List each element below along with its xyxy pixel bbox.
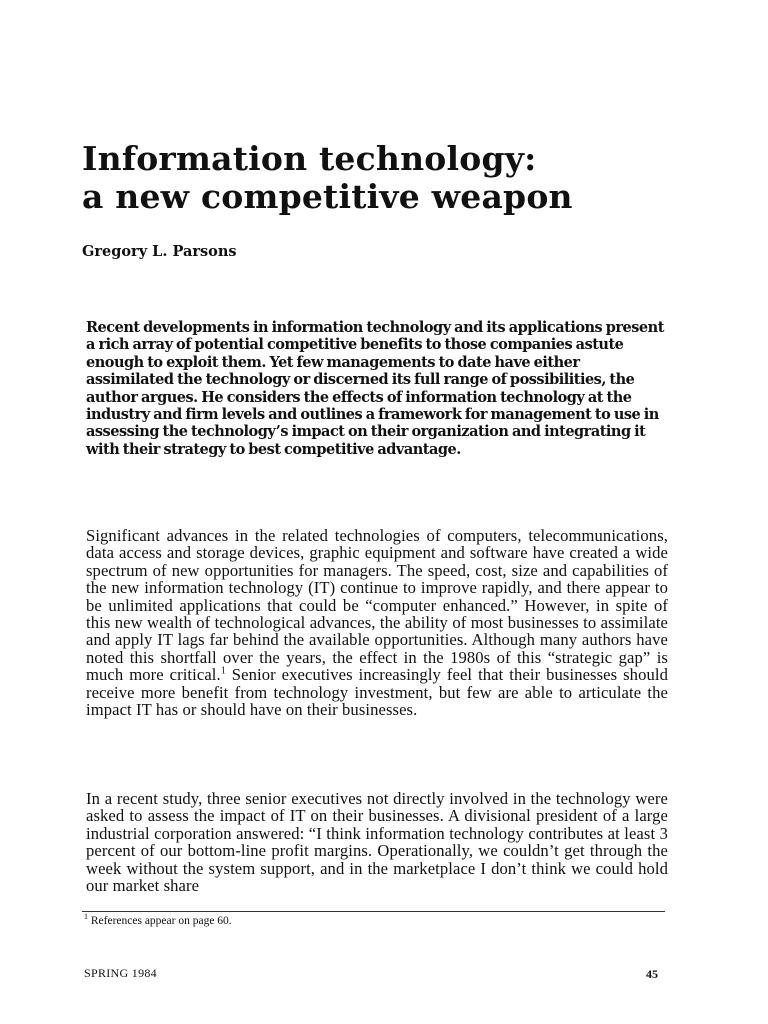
body-paragraph-1 bbox=[86, 527, 668, 718]
body-paragraph-2: In a recent study, three senior executives not directly involved in the technology were asked to assess the impact of IT on their businesses. A divisional president of a large industrial corporation answered: “I think information technology contributes at least 3 percent of our bottom-line profit margins. Operationally, we couldn’t get through the week without the system support, and in the marketplace I don’t think we could hold our market share bbox=[86, 789, 668, 896]
page-number: 45 bbox=[646, 967, 658, 981]
footnote bbox=[84, 914, 232, 928]
article-title bbox=[82, 140, 682, 216]
footnote-rule bbox=[82, 911, 665, 912]
body-paragraph-1-text-a: Significant advances in the related technologies of computers, telecommunications, data access and storage devices, graphic equipment and software have created a wide spectrum of new opportunities for managers. The speed, cost, size and capabilities of the new information technology (IT) continue to improve rapidly, and there appear to be unlimited applications that could be “computer enhanced.” However, in spite of this new wealth of technological advances, the ability of most businesses to assimilate and apply IT lags far behind the available opportunities. Although many authors have noted this shortfall over the years, the effect in the 1980s of this “strategic gap” is much more critical. bbox=[86, 526, 668, 685]
footnote-marker: 1 bbox=[84, 912, 88, 922]
abstract: Recent developments in information technology and its applications present a rich array of potential competitive benefits to those companies astute enough to exploit them. Yet few managements to date have either assimilated the technology or discerned its full range of possibilities, the author argues. He considers the effects of information technology at the industry and firm levels and outlines a framework for management to use in assessing the technology’s impact on their organization and integrating it with their strategy to best competitive advantage. bbox=[86, 319, 664, 458]
footnote-text: References appear on page 60. bbox=[88, 915, 232, 927]
title-line-1: Information technology: bbox=[82, 139, 537, 178]
body-paragraph-1-text-b: Senior executives increasingly feel that their businesses should receive more benefit from technology investment, but few are able to articulate the impact IT has or should have on their businesses. bbox=[86, 665, 668, 720]
title-line-2: a new competitive weapon bbox=[82, 177, 573, 216]
author-name: Gregory L. Parsons bbox=[82, 243, 237, 260]
journal-issue: SPRING 1984 bbox=[84, 966, 157, 980]
footnote-reference: 1 bbox=[220, 665, 226, 677]
